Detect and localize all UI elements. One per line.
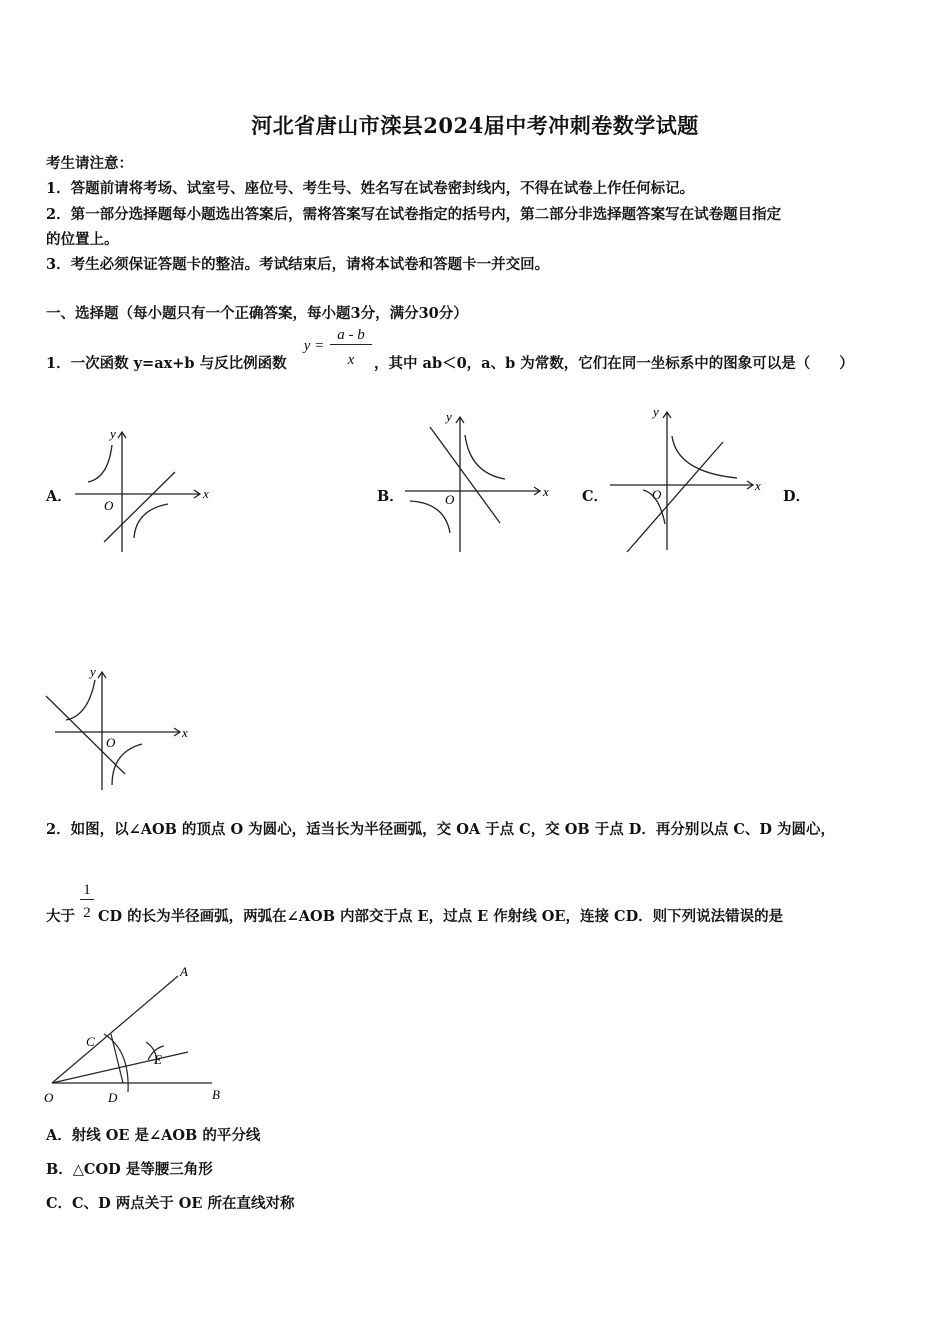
q2-line2-suffix: CD 的长为半径画弧，两弧在∠AOB 内部交于点 E，过点 E 作射线 OE，连接 CD．则下列说法错误的是 (98, 908, 784, 925)
origin-label: O (652, 487, 662, 502)
y-axis-label: y (90, 664, 96, 679)
q1-option-b-label: B． (377, 488, 404, 505)
x-axis-label: x (203, 486, 209, 501)
y-axis-label: y (110, 426, 116, 441)
q1-formula-numerator: a - b (330, 327, 372, 345)
origin-label: O (445, 492, 455, 507)
q2-option-a: A．射线 OE 是∠AOB 的平分线 (46, 1127, 261, 1144)
q1-option-a-label: A． (46, 488, 72, 505)
point-c-label: C (86, 1034, 95, 1049)
point-d-label: D (108, 1090, 118, 1105)
q2-figure (40, 960, 240, 1110)
q1-option-d-label: D． (783, 488, 811, 505)
q1-prefix: 1．一次函数 y=ax+b 与反比例函数 (46, 355, 287, 372)
q2-option-b: B．△COD 是等腰三角形 (46, 1161, 213, 1178)
point-o-label: O (44, 1090, 54, 1105)
x-axis-label: x (543, 484, 549, 499)
q1-graph-c (605, 400, 765, 555)
point-b-label: B (212, 1087, 220, 1102)
q2-line2-prefix: 大于 (46, 908, 75, 925)
section-heading: 一、选择题（每小题只有一个正确答案，每小题3分，满分30分） (46, 305, 468, 322)
q1-formula-denominator: x (347, 352, 355, 368)
q1-option-c-label: C． (582, 488, 609, 505)
q2-fraction-denominator: 2 (83, 905, 91, 921)
q2-line1: 2．如图，以∠AOB 的顶点 O 为圆心，适当长为半径画弧，交 OA 于点 C，交 OB 于点 D．再分别以点 C、D 为圆心， (46, 821, 836, 838)
point-a-label: A (180, 964, 188, 979)
notice-item-1: 1．答题前请将考场、试室号、座位号、考生号、姓名写在试卷密封线内，不得在试卷上作任何标记。 (46, 180, 695, 197)
x-axis-label: x (182, 725, 188, 740)
origin-label: O (106, 735, 116, 750)
q2-fraction-numerator: 1 (80, 882, 94, 900)
y-axis-label: y (653, 404, 659, 419)
notice-item-3: 3．考生必须保证答题卡的整洁。考试结束后，请将本试卷和答题卡一并交回。 (46, 256, 550, 273)
q1-suffix: ，其中 ab＜0，a、b 为常数，它们在同一坐标系中的图象可以是（ ） (374, 355, 854, 372)
page-title: 河北省唐山市滦县2024届中考冲刺卷数学试题 (251, 113, 699, 138)
q2-option-c: C．C、D 两点关于 OE 所在直线对称 (46, 1195, 295, 1212)
q1-graph-d (40, 660, 200, 795)
notice-item-2-cont: 的位置上。 (46, 231, 119, 248)
q1-formula-lhs: y = (303, 338, 325, 354)
notice-heading: 考生请注意： (46, 155, 133, 172)
notice-item-2: 2．第一部分选择题每小题选出答案后，需将答案写在试卷指定的括号内，第二部分非选择题答案写在试卷题目指定 (46, 206, 782, 223)
q1-graph-b (400, 405, 560, 555)
origin-label: O (104, 498, 114, 513)
y-axis-label: y (446, 409, 452, 424)
point-e-label: E (154, 1052, 162, 1067)
x-axis-label: x (755, 478, 761, 493)
q1-graph-a (60, 420, 220, 560)
